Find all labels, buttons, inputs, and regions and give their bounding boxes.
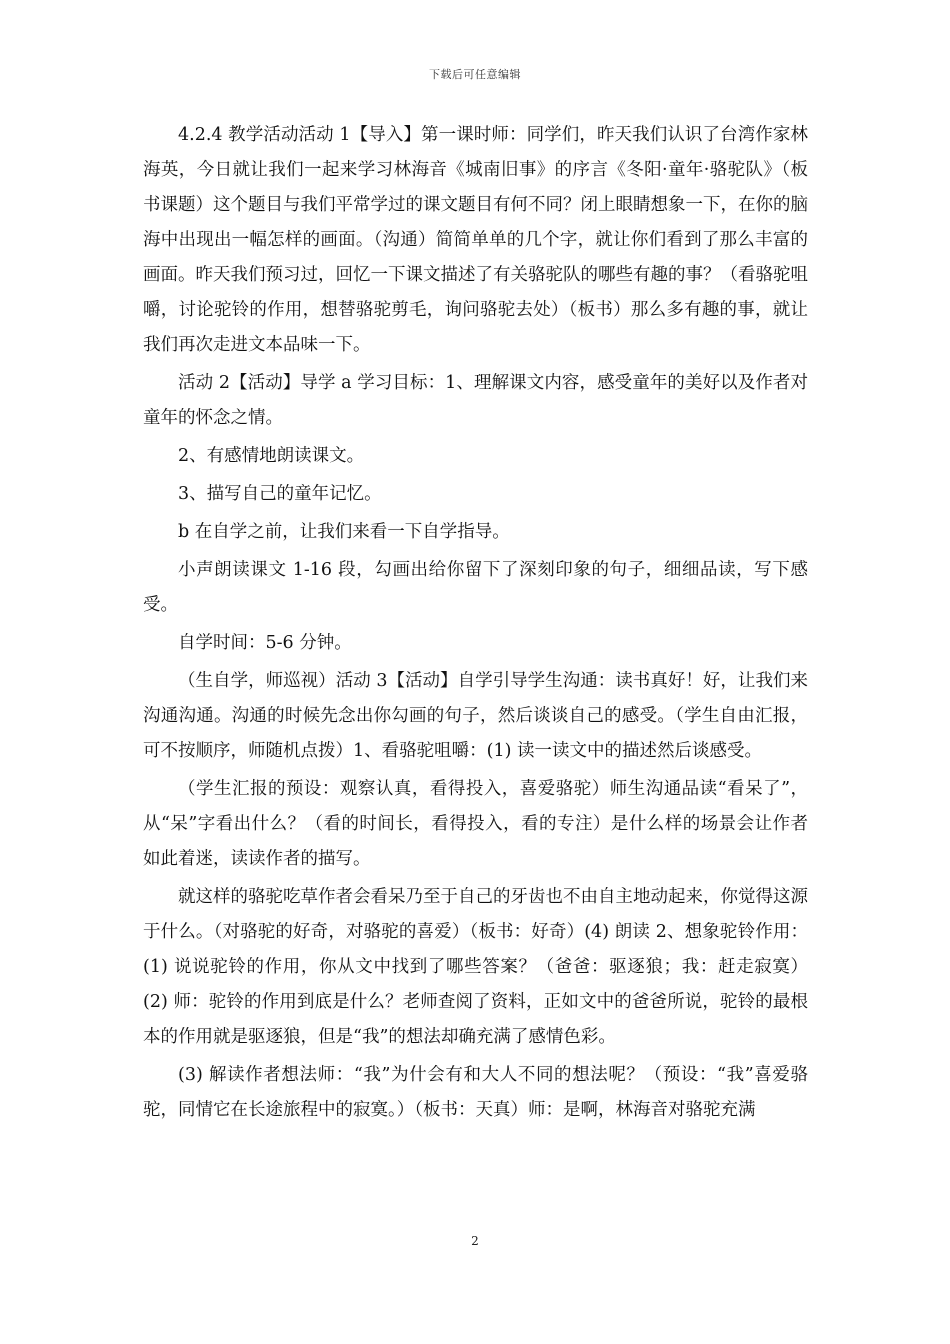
page-header-note: 下载后可任意编辑 [429,68,521,81]
paragraph-activity-3: （生自学，师巡视）活动 3【活动】自学引导学生沟通：读书真好！好，让我们来沟通沟通。沟通的时候先念出你勾画的句子，然后谈谈自己的感受。（学生自由汇报，可不按顺序，师随机点拨）1、看骆驼咀嚼：(1) 读一读文中的描述然后谈感受。 [143,671,808,761]
paragraph-study-time: 自学时间：5-6 分钟。 [178,633,352,653]
paragraph-goal-3: 3、描写自己的童年记忆。 [178,484,382,504]
paragraph-author-thoughts: (3) 解读作者想法师：“我”为什会有和大人不同的想法呢？（预设：“我”喜爱骆驼，同情它在长途旅程中的寂寞。）（板书：天真）师：是啊，林海音对骆驼充满 [143,1065,808,1120]
paragraph-read-aloud: 小声朗读课文 1-16 段，勾画出给你留下了深刻印象的句子，细细品读，写下感受。 [143,560,808,615]
page-number: 2 [471,1234,479,1248]
paragraph-activity-2-goals: 活动 2【活动】导学 a 学习目标：1、理解课文内容，感受童年的美好以及作者对童年的怀念之情。 [143,373,808,428]
paragraph-lesson-intro: 4.2.4 教学活动活动 1【导入】第一课时师：同学们，昨天我们认识了台湾作家林海英，今日就让我们一起来学习林海音《城南旧事》的序言《冬阳·童年·骆驼队》（板书课题）这个题目与我们平常学过的课文题目有何不同？闭上眼睛想象一下，在你的脑海中出现出一幅怎样的画面。（沟通）简简单单的几个字，就让你们看到了那么丰富的画面。昨天我们预习过，回忆一下课文描述了有关骆驼队的哪些有趣的事？（看骆驼咀嚼，讨论驼铃的作用，想替骆驼剪毛，询问骆驼去处）（板书）那么多有趣的事，就让我们再次走进文本品味一下。 [143,125,808,355]
paragraph-self-study-guide: b 在自学之前，让我们来看一下自学指导。 [178,522,510,542]
document-body [143,118,808,1131]
paragraph-camel-bell: 就这样的骆驼吃草作者会看呆乃至于自己的牙齿也不由自主地动起来，你觉得这源于什么。（对骆驼的好奇，对骆驼的喜爱）（板书：好奇）(4) 朗读 2、想象驼铃作用：(1) 说说驼铃的作用，你从文中找到了哪些答案？（爸爸：驱逐狼；我：赶走寂寞）(2) 师：驼铃的作用到底是什么？老师查阅了资料，正如文中的爸爸所说，驼铃的最根本的作用就是驱逐狼，但是“我”的想法却确充满了感情色彩。 [143,887,808,1047]
paragraph-student-report: （学生汇报的预设：观察认真，看得投入，喜爱骆驼）师生沟通品读“看呆了”，从“呆”字看出什么？（看的时间长，看得投入，看的专注）是什么样的场景会让作者如此着迷，读读作者的描写。 [143,779,808,869]
paragraph-goal-2: 2、有感情地朗读课文。 [178,446,365,466]
